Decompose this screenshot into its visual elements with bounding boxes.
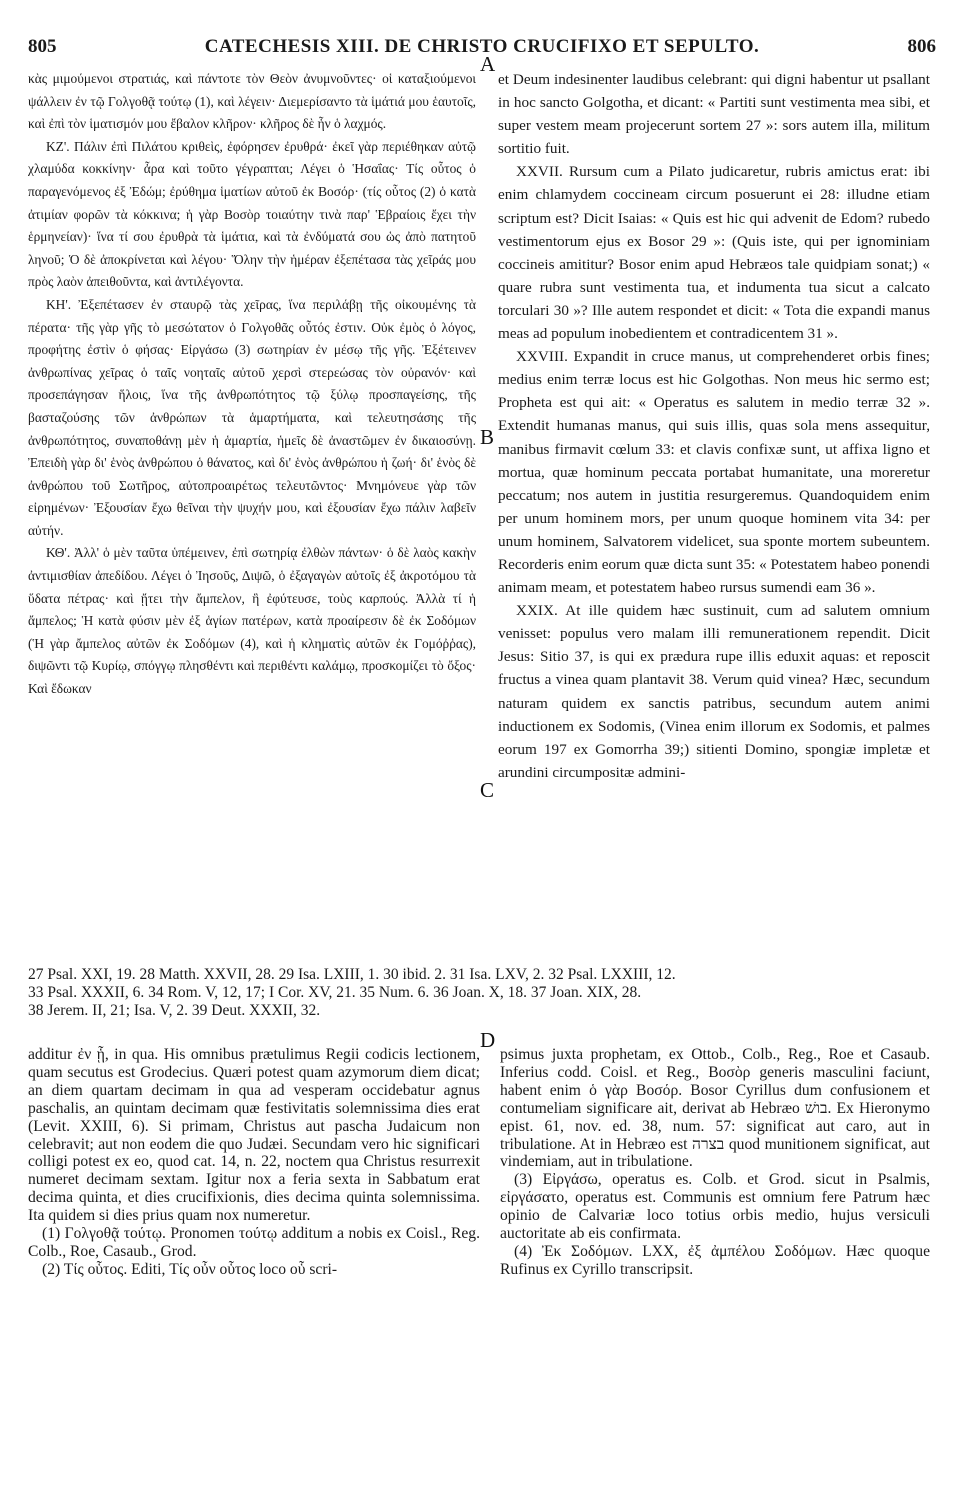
page-number-left: 805 xyxy=(28,36,57,57)
margin-letter-a: A xyxy=(480,52,496,76)
latin-paragraph: XXVII. Rursum cum a Pilato judicaretur, rubris amictus erat: ibi enim chlamydem coccineam circum posuerunt ei 28: illudne etiam scriptum est? Dicit Isaias: « Quis est hic qui advenit de Edom? rubedo vestimentorum ejus ex Bosor 29 »: (Quis iste, qui per ignominiam coccineis amititur? Bosor enim apud Hebræos tale quidpiam sonat;) « quare rubra sunt vestimenta tua, et indumenta tua sicut a calcato torculari 30 »? Ille autem respondet et dicit: « Tota die expandi manus meas ad populum inobedientem et contradicentem 31 ». xyxy=(498,163,930,343)
latin-paragraph: XXIX. At ille quidem hæc sustinuit, cum ad salutem omnium venisset: populus vero malam illi remunerationem rependit. Dicit Jesus: Sitio 37, is qui ex prædura rupe illis eduxit aquas: et reposcit fructus a vinea quam plantavit 38. Verum quid vinea? Hæc, secundum naturam quidem ex sanctis patribus, secundum autem animi inductionem ex Sodomis, (Vinea enim illorum ex Sodomis, et palmes eorum 197 ex Gomorrha 39;) sitienti Domino, spongiæ impletæ et arundini circumpositæ admini- xyxy=(498,602,930,781)
reference-line: 38 Jerem. II, 21; Isa. V, 2. 39 Deut. XXXII, 32. xyxy=(28,1002,321,1019)
note-paragraph: (2) Τίς οὗτος. Editi, Τίς οὖν οὗτος loco οὗ scri- xyxy=(42,1260,338,1278)
margin-letter-b: B xyxy=(480,425,495,449)
reference-line: 27 Psal. XXI, 19. 28 Matth. XXVII, 28. 29 Isa. LXIII, 1. 30 ibid. 2. 31 Isa. LXV, 2. 32 Psal. LXXIII, 12. xyxy=(28,966,676,983)
latin-text-column xyxy=(498,68,930,784)
reference-line: 33 Psal. XXXII, 6. 34 Rom. V, 12, 17; I Cor. XV, 21. 35 Num. 6. 36 Joan. X, 18. 37 Joan. XIX, 28. xyxy=(28,984,642,1001)
page-number-right: 806 xyxy=(907,36,936,57)
latin-paragraph: et Deum indesinenter laudibus celebrant: qui digni habentur ut psallant in hoc sancto Golgotha, et dicant: « Partiti sunt vestimenta mea sibi, et super vestem meam projecerunt sortem 27 »: sors autem illa, militum sortitio fuit. xyxy=(498,71,930,158)
margin-letter-c: C xyxy=(480,778,495,802)
greek-paragraph: κὰς μιμούμενοι στρατιάς, καὶ πάντοτε τὸν Θεὸν ἀνυμνοῦντες· οἱ καταξιούμενοι ψάλλειν ἐν τῷ Γολγοθᾷ τούτῳ (1), καὶ λέγειν· Διεμερίσαντο τὰ ἱμάτιά μου ἑαυτοῖς, καὶ ἐπὶ τὸν ἱματισμόν μου ἔβαλον κλῆρον· κλῆρος δὲ ἦν ὁ λαχμός. xyxy=(28,71,476,132)
note-paragraph: (3) Εἰργάσω, operatus es. Colb. et Grod. sicut in Psalmis, εἰργάσατο, operatus est. Communis est omnium fere Patrum hæc opinio de Calvariæ loco totius orbis medio, hujus versiculi auctoritate ab eis confirmata. xyxy=(500,1171,930,1243)
greek-paragraph: ΚΖ'. Πάλιν ἐπὶ Πιλάτου κριθεὶς, ἐφόρησεν ἐρυθρά· ἐκεῖ γὰρ περιέθηκαν αὐτῷ χλαμύδα κοκκίνην· ἆρα καὶ τοῦτο γέγραπται; Λέγει ὁ Ἡσαΐας· Τίς οὗτος ὁ παραγενόμενος ἐξ Ἐδώμ; ἐρύθημα ἱματίων αὐτοῦ ἐκ Βοσόρ· (τίς οὗτος (2) ὁ κατὰ ἀτιμίαν φορῶν τὰ κόκκινα; ἡ γὰρ Βοσὸρ τοιαύτην τινὰ παρ' Ἑβραίοις ἔχει τὴν ἑρμηνείαν)· ἵνα τί σου ἐρυθρὰ τὰ ἱμάτια, καὶ τὰ ἐνδύματά σου ὡς ἀπὸ πατητοῦ ληνοῦ; Ὁ δὲ ἀποκρίνεται καὶ λέγου· Ὅλην τὴν ἡμέραν ἐξεπέτασα τὰς χεῖράς μου πρὸς λαὸν ἀπειθοῦντα, καὶ ἀντιλέγοντα. xyxy=(28,138,476,290)
running-title: CATECHESIS XIII. DE CHRISTO CRUCIFIXO ET SEPULTO. xyxy=(204,36,760,57)
scripture-references xyxy=(28,966,936,1020)
note-paragraph: psimus juxta prophetam, ex Ottob., Colb., Reg., Roe et Casaub. Inferius codd. Coisl. et Reg., Βοσὸρ generis masculini faciunt, habent enim ὁ γὰρ Βοσόρ. Bosor Cyrillus dum confusionem et contumeliam significare ait, derivat ab Hebræo בושׁ. Ex Hieronymo epist. 61, nov. ed. 38, num. 57: significat aut caro, aut in tribulatione. At in Hebræo est בצרה quod munitionem significat, aut vindemiam, aut in tribulatione. xyxy=(500,1046,930,1171)
greek-paragraph: ΚΗ'. Ἐξεπέτασεν ἐν σταυρῷ τὰς χεῖρας, ἵνα περιλάβῃ τῆς οἰκουμένης τὰ πέρατα· τῆς γὰρ γῆς τὸ μεσώτατον ὁ Γολγοθᾶς οὗτός ἐστιν. Οὐκ ἐμὸς ὁ λόγος, προφήτης ἐστὶν ὁ φήσας· Εἰργάσω (3) σωτηρίαν ἐν μέσῳ τῆς γῆς. Ἐξέτεινεν ἀνθρωπίνας χεῖρας ὁ ταῖς νοηταῖς αὐτοῦ χερσὶ στερεώσας τὸν οὐρανόν· καὶ προσεπάγησαν ἥλοις, ἵνα τῆς ἀνθρωπότητος τῷ ξύλῳ προσπαγείσης, τῆς βασταζούσης τῶν ἀνθρώπων τὰ ἁμαρτήματα, καὶ τελευτησάσης τῆς ἀνθρωπότητος, συναποθάνῃ μὲν ἡ ἁμαρτία, ἡμεῖς δὲ ἀναστῶμεν ἐν δικαιοσύνῃ. Ἐπειδὴ γὰρ δι' ἑνὸς ἀνθρώπου ὁ θάνατος, καὶ δι' ἑνὸς ἀνθρώπου ἡ ζωή· δι' ἑνὸς δὲ ἀνθρώπου τοῦ Σωτῆρος, αὐτοπροαιρέτως τελευτῶντος· Μνημόνευε γὰρ τῶν εἰρημένων· Ἐξουσίαν ἔχω θεῖναι τὴν ψυχήν μου, καὶ ἐξουσίαν ἔχω πάλιν λαβεῖν αὐτήν. xyxy=(28,296,476,538)
editorial-notes-right xyxy=(500,1046,930,1279)
margin-letter-d: D xyxy=(480,1028,496,1052)
greek-paragraph: ΚΘ'. Ἀλλ' ὁ μὲν ταῦτα ὑπέμεινεν, ἐπὶ σωτηρίᾳ ἐλθὼν πάντων· ὁ δὲ λαὸς κακὴν ἀντιμισθίαν ἀπεδίδου. Λέγει ὁ Ἰησοῦς, Διψῶ, ὁ ἐξαγαγὼν αὐτοῖς ἐξ ἀκροτόμου τὰ ὕδατα πέτρας· καὶ ᾔτει τὴν ἄμπελον, ἣ ἐφύτευσε, τοὺς καρπούς. Ἀλλὰ τί ἡ ἄμπελος; Ἡ κατὰ φύσιν μὲν ἐξ ἁγίων πατέρων, κατὰ προαίρεσιν δὲ ἐκ Σοδόμων (Ἡ γὰρ ἄμπελος αὐτῶν ἐκ Σοδόμων (4), καὶ ἡ κληματὶς αὐτῶν ἐκ Γομόῤῥας), διψῶντι τῷ Κυρίῳ, σπόγγῳ πλησθέντι καὶ περιθέντι καλάμῳ, προσκομίζει τὸ ὄξος· Καὶ ἔδωκαν xyxy=(28,545,476,697)
note-paragraph: additur ἐν ᾗ, in qua. His omnibus prætulimus Regii codicis lectionem, quam secutus est Grodecius. Quæri potest quam azymorum diem dicat; an diem quartam decimam in qua ad vesperam occidebatur agnus paschalis, an quintam decimam quæ festivitatis solemnissima dies erat (Levit. XXIII, 6). Si primam, Christus aut pascha Judaicum non celebravit; aut non eodem die quo Judæi. Secundam vero hic significari colligi potest ex eo, quod cat. 14, n. 22, noctem qua Christus resurrexit numeret decimam sextam. Igitur nox a feria sexta in Sabbatum erat decima quinta, et dies crucifixionis, dies decima quinta solemnissima. Ita quidem si dies prius quam nox numeretur. xyxy=(28,1046,480,1225)
note-paragraph: (1) Γολγοθᾷ τούτῳ. Pronomen τούτῳ additum a nobis ex Coisl., Reg. Colb., Roe, Casaub., Grod. xyxy=(28,1225,480,1260)
editorial-notes-left xyxy=(28,1046,480,1279)
note-paragraph: (4) Ἐκ Σοδόμων. LXX, ἐξ ἀμπέλου Σοδόμων. Hæc quoque Rufinus ex Cyrillo transcripsit. xyxy=(500,1242,930,1278)
greek-text-column xyxy=(28,68,476,701)
latin-paragraph: XXVIII. Expandit in cruce manus, ut comprehenderet orbis fines; medius enim terræ locus est hic Golgothas. Non meus hic sermo est; Propheta est qui ait: « Operatus es salutem in medio terræ 32 ». Extendit humanas manus, qui suis illis, quas sola mens assequitur, manibus firmavit cœlum 33: et clavis confixæ sunt, ut affixa ligno et mortua, quæ hominum peccata portabat humanitate, una moreretur peccatum; nos autem in justitia resurgeremus. Quandoquidem enim per unum hominem mors, per unum quoque hominem vita 34: per unum hominem, Salvatorem videlicet, sua sponte mortem subeuntem. Recorderis enim eorum quæ dicta sunt 35: « Potestatem habeo ponendi animam meam, et potestatem habeo rursus sumendi eam 36 ». xyxy=(498,348,930,597)
